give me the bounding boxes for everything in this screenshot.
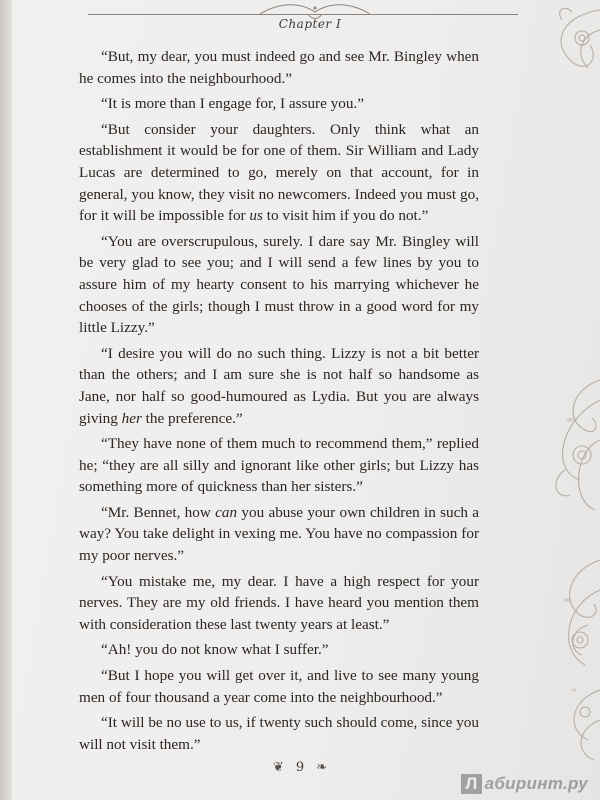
paragraph [79, 93, 479, 115]
paragraph-text: “They have none of them much to recommend them,” replied he; “they are all silly and ignorant like other girls; but Lizzy has something more of quickness than her sisters.” [79, 435, 479, 496]
paragraph-text: “It will be no use to us, if twenty such should come, since you will not visit them.” [79, 714, 479, 753]
paragraph-text: “Mr. Bennet, how [101, 503, 216, 521]
paragraph [79, 712, 479, 755]
emphasis-text: her [121, 409, 142, 427]
paragraph-text: “Ah! you do not know what I suffer.” [101, 641, 329, 659]
paragraph-text: to visit him if you do not.” [262, 207, 429, 225]
body-text [79, 46, 479, 759]
page-gutter [0, 0, 12, 800]
footer-ornament-right-icon: ❧ [316, 760, 328, 775]
footer-ornament-left-icon: ❦ [272, 760, 284, 775]
paragraph [79, 571, 479, 636]
emphasis-text: us [249, 207, 263, 225]
paragraph [79, 639, 479, 661]
paragraph [79, 343, 479, 429]
page-number: 9 [295, 760, 305, 775]
chapter-heading: Chapter I [278, 17, 342, 31]
watermark-text: абиринт.ру [484, 774, 588, 793]
paragraph [79, 433, 479, 498]
paragraph [79, 502, 479, 567]
paragraph-text: “But I hope you will get over it, and live to see many young men of four thousand a year come into the neighbourhood.” [79, 667, 479, 706]
watermark-logo [461, 774, 588, 794]
paragraph-text: “It is more than I engage for, I assure you.” [101, 95, 364, 113]
paragraph [79, 231, 479, 339]
paragraph [79, 46, 479, 89]
paragraph-text: “But, my dear, you must indeed go and see Mr. Bingley when he comes into the neighbourhood.” [79, 48, 479, 87]
page-footer [200, 760, 400, 775]
paragraph [79, 119, 479, 227]
floral-border-icon [470, 0, 600, 800]
paragraph-text: you abuse your own children in such a way? You take delight in vexing me. You have no compassion for my poor nerves.” [79, 503, 479, 565]
paragraph-text: “You mistake me, my dear. I have a high respect for your nerves. They are my old friends. I have heard you mention them with consideration these last twenty years at least.” [79, 572, 479, 633]
paragraph-text: “You are overscrupulous, surely. I dare say Mr. Bingley will be very glad to see you; and I will send a few lines by you to assure him of my hearty consent to his marrying whichever he chooses of the girls; though I must throw in a good word for my little Lizzy.” [79, 232, 479, 337]
paragraph [79, 665, 479, 708]
paragraph-text: the preference.” [141, 409, 243, 427]
emphasis-text: can [215, 503, 238, 521]
paragraph-text: “But consider your daughters. Only think what an establishment it would be for one of them. Sir William and Lady Lucas are determined to go, merely on that account, for in general, you know, they visit no newcomers. Indeed you must go, for it will be impossible for [79, 120, 479, 225]
watermark-badge: Л [461, 774, 481, 794]
paragraph-text: “I desire you will do no such thing. Lizzy is not a bit better than the others; and I am sure she is not half so handsome as Jane, nor half so good-humoured as Lydia. But you are always giving [79, 344, 479, 427]
